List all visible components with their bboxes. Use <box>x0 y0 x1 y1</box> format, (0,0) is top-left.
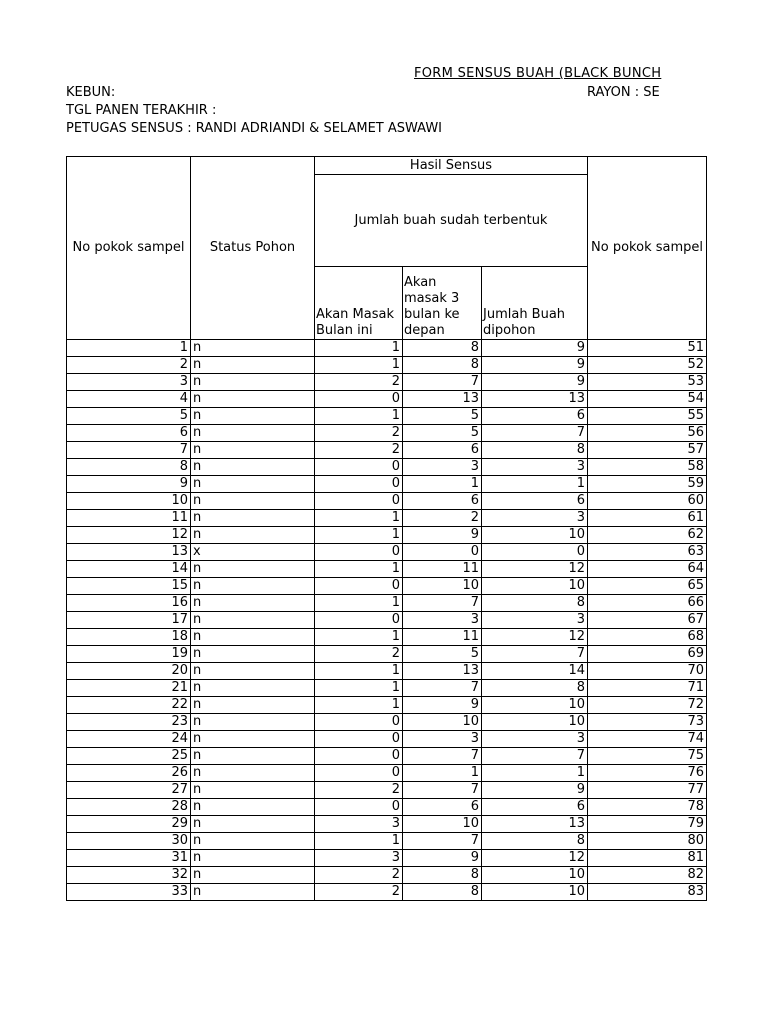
cell-status-pohon: n <box>191 391 315 408</box>
cell-akan-masak-3-bulan: 13 <box>403 663 482 680</box>
cell-status-pohon: n <box>191 442 315 459</box>
cell-akan-masak-bulan-ini: 3 <box>315 850 403 867</box>
cell-no-pokok-2: 71 <box>588 680 707 697</box>
table-row <box>67 578 707 595</box>
table-row <box>67 476 707 493</box>
cell-no-pokok-2: 61 <box>588 510 707 527</box>
cell-no-pokok-2: 76 <box>588 765 707 782</box>
cell-jumlah-buah: 3 <box>482 510 588 527</box>
cell-no-pokok: 28 <box>67 799 191 816</box>
cell-no-pokok-2: 78 <box>588 799 707 816</box>
cell-no-pokok: 3 <box>67 374 191 391</box>
cell-akan-masak-3-bulan: 2 <box>403 510 482 527</box>
table-row <box>67 544 707 561</box>
cell-no-pokok: 22 <box>67 697 191 714</box>
cell-akan-masak-bulan-ini: 2 <box>315 884 403 901</box>
table-row <box>67 561 707 578</box>
cell-akan-masak-bulan-ini: 1 <box>315 561 403 578</box>
cell-jumlah-buah: 9 <box>482 357 588 374</box>
cell-no-pokok: 27 <box>67 782 191 799</box>
cell-no-pokok: 33 <box>67 884 191 901</box>
cell-akan-masak-3-bulan: 0 <box>403 544 482 561</box>
cell-akan-masak-3-bulan: 6 <box>403 493 482 510</box>
table-row <box>67 867 707 884</box>
cell-jumlah-buah: 8 <box>482 442 588 459</box>
cell-akan-masak-bulan-ini: 0 <box>315 765 403 782</box>
cell-akan-masak-3-bulan: 11 <box>403 629 482 646</box>
cell-no-pokok-2: 64 <box>588 561 707 578</box>
cell-akan-masak-bulan-ini: 1 <box>315 663 403 680</box>
cell-akan-masak-3-bulan: 5 <box>403 408 482 425</box>
cell-no-pokok: 9 <box>67 476 191 493</box>
table-row <box>67 527 707 544</box>
cell-status-pohon: n <box>191 527 315 544</box>
cell-jumlah-buah: 8 <box>482 833 588 850</box>
cell-akan-masak-3-bulan: 3 <box>403 459 482 476</box>
cell-akan-masak-3-bulan: 5 <box>403 425 482 442</box>
cell-no-pokok-2: 70 <box>588 663 707 680</box>
cell-akan-masak-bulan-ini: 0 <box>315 459 403 476</box>
cell-no-pokok-2: 73 <box>588 714 707 731</box>
cell-akan-masak-3-bulan: 7 <box>403 680 482 697</box>
table-row <box>67 748 707 765</box>
cell-status-pohon: n <box>191 646 315 663</box>
cell-no-pokok: 29 <box>67 816 191 833</box>
cell-no-pokok: 30 <box>67 833 191 850</box>
cell-no-pokok-2: 82 <box>588 867 707 884</box>
cell-akan-masak-3-bulan: 6 <box>403 799 482 816</box>
cell-no-pokok: 2 <box>67 357 191 374</box>
table-row <box>67 884 707 901</box>
cell-jumlah-buah: 7 <box>482 748 588 765</box>
cell-no-pokok: 13 <box>67 544 191 561</box>
cell-status-pohon: n <box>191 510 315 527</box>
cell-jumlah-buah: 6 <box>482 799 588 816</box>
cell-no-pokok: 23 <box>67 714 191 731</box>
cell-no-pokok: 14 <box>67 561 191 578</box>
header-status-pohon: Status Pohon <box>191 157 315 340</box>
cell-akan-masak-3-bulan: 1 <box>403 476 482 493</box>
cell-akan-masak-3-bulan: 10 <box>403 578 482 595</box>
cell-no-pokok-2: 77 <box>588 782 707 799</box>
cell-no-pokok-2: 72 <box>588 697 707 714</box>
cell-jumlah-buah: 3 <box>482 459 588 476</box>
header-jumlah-buah-dipohon: Jumlah Buah dipohon <box>482 267 588 340</box>
cell-status-pohon: n <box>191 408 315 425</box>
cell-akan-masak-bulan-ini: 0 <box>315 731 403 748</box>
cell-status-pohon: n <box>191 714 315 731</box>
cell-status-pohon: n <box>191 833 315 850</box>
cell-status-pohon: n <box>191 595 315 612</box>
cell-akan-masak-3-bulan: 3 <box>403 612 482 629</box>
table-row <box>67 765 707 782</box>
table-row <box>67 697 707 714</box>
cell-akan-masak-3-bulan: 8 <box>403 867 482 884</box>
cell-no-pokok-2: 62 <box>588 527 707 544</box>
cell-no-pokok: 19 <box>67 646 191 663</box>
form-title: FORM SENSUS BUAH (BLACK BUNCH <box>414 66 662 81</box>
cell-akan-masak-bulan-ini: 1 <box>315 595 403 612</box>
cell-jumlah-buah: 7 <box>482 646 588 663</box>
cell-akan-masak-3-bulan: 3 <box>403 731 482 748</box>
cell-akan-masak-bulan-ini: 0 <box>315 714 403 731</box>
table-row <box>67 425 707 442</box>
cell-jumlah-buah: 12 <box>482 850 588 867</box>
cell-jumlah-buah: 3 <box>482 612 588 629</box>
cell-status-pohon: n <box>191 340 315 357</box>
cell-no-pokok-2: 79 <box>588 816 707 833</box>
cell-akan-masak-3-bulan: 10 <box>403 714 482 731</box>
header-akan-masak-bulan-ini: Akan Masak Bulan ini <box>315 267 403 340</box>
cell-akan-masak-bulan-ini: 0 <box>315 391 403 408</box>
cell-status-pohon: n <box>191 697 315 714</box>
cell-jumlah-buah: 0 <box>482 544 588 561</box>
cell-status-pohon: n <box>191 748 315 765</box>
cell-status-pohon: x <box>191 544 315 561</box>
table-row <box>67 391 707 408</box>
census-table <box>66 156 707 901</box>
table-row <box>67 850 707 867</box>
cell-status-pohon: n <box>191 459 315 476</box>
cell-no-pokok: 8 <box>67 459 191 476</box>
cell-no-pokok: 17 <box>67 612 191 629</box>
cell-no-pokok-2: 58 <box>588 459 707 476</box>
cell-jumlah-buah: 8 <box>482 680 588 697</box>
cell-no-pokok: 6 <box>67 425 191 442</box>
cell-akan-masak-bulan-ini: 1 <box>315 408 403 425</box>
cell-no-pokok: 20 <box>67 663 191 680</box>
table-row <box>67 782 707 799</box>
cell-no-pokok-2: 81 <box>588 850 707 867</box>
cell-no-pokok: 10 <box>67 493 191 510</box>
cell-akan-masak-bulan-ini: 2 <box>315 425 403 442</box>
cell-status-pohon: n <box>191 357 315 374</box>
cell-no-pokok-2: 54 <box>588 391 707 408</box>
cell-status-pohon: n <box>191 493 315 510</box>
cell-akan-masak-3-bulan: 6 <box>403 442 482 459</box>
cell-no-pokok: 11 <box>67 510 191 527</box>
cell-status-pohon: n <box>191 850 315 867</box>
census-table-viewport <box>66 156 705 946</box>
cell-jumlah-buah: 10 <box>482 697 588 714</box>
rayon-label: RAYON : SE <box>587 85 660 100</box>
cell-no-pokok-2: 51 <box>588 340 707 357</box>
cell-akan-masak-3-bulan: 7 <box>403 748 482 765</box>
cell-status-pohon: n <box>191 799 315 816</box>
table-row <box>67 357 707 374</box>
cell-no-pokok: 15 <box>67 578 191 595</box>
cell-akan-masak-bulan-ini: 1 <box>315 680 403 697</box>
cell-akan-masak-bulan-ini: 0 <box>315 612 403 629</box>
cell-akan-masak-3-bulan: 10 <box>403 816 482 833</box>
cell-akan-masak-3-bulan: 9 <box>403 850 482 867</box>
cell-no-pokok: 18 <box>67 629 191 646</box>
cell-jumlah-buah: 13 <box>482 816 588 833</box>
tgl-panen-label: TGL PANEN TERAKHIR : <box>66 103 217 118</box>
cell-status-pohon: n <box>191 561 315 578</box>
cell-no-pokok: 7 <box>67 442 191 459</box>
cell-akan-masak-3-bulan: 11 <box>403 561 482 578</box>
cell-no-pokok-2: 53 <box>588 374 707 391</box>
cell-no-pokok-2: 68 <box>588 629 707 646</box>
cell-status-pohon: n <box>191 731 315 748</box>
cell-akan-masak-bulan-ini: 1 <box>315 833 403 850</box>
cell-jumlah-buah: 1 <box>482 476 588 493</box>
cell-jumlah-buah: 12 <box>482 561 588 578</box>
table-row <box>67 612 707 629</box>
cell-jumlah-buah: 9 <box>482 340 588 357</box>
cell-jumlah-buah: 8 <box>482 595 588 612</box>
table-row <box>67 833 707 850</box>
cell-akan-masak-bulan-ini: 2 <box>315 374 403 391</box>
cell-akan-masak-bulan-ini: 1 <box>315 629 403 646</box>
table-row <box>67 510 707 527</box>
cell-jumlah-buah: 13 <box>482 391 588 408</box>
cell-no-pokok-2: 69 <box>588 646 707 663</box>
cell-no-pokok: 16 <box>67 595 191 612</box>
cell-no-pokok-2: 59 <box>588 476 707 493</box>
cell-jumlah-buah: 9 <box>482 782 588 799</box>
cell-akan-masak-bulan-ini: 3 <box>315 816 403 833</box>
table-row <box>67 646 707 663</box>
cell-no-pokok-2: 66 <box>588 595 707 612</box>
header-akan-masak-3-bulan: Akan masak 3 bulan ke depan <box>403 267 482 340</box>
cell-akan-masak-bulan-ini: 1 <box>315 510 403 527</box>
cell-akan-masak-bulan-ini: 0 <box>315 476 403 493</box>
header-hasil-sensus: Hasil Sensus <box>315 157 588 175</box>
cell-akan-masak-bulan-ini: 0 <box>315 748 403 765</box>
cell-no-pokok: 31 <box>67 850 191 867</box>
cell-akan-masak-bulan-ini: 0 <box>315 578 403 595</box>
cell-no-pokok-2: 63 <box>588 544 707 561</box>
kebun-label: KEBUN: <box>66 85 116 100</box>
cell-jumlah-buah: 1 <box>482 765 588 782</box>
cell-akan-masak-bulan-ini: 2 <box>315 782 403 799</box>
cell-no-pokok: 24 <box>67 731 191 748</box>
table-row <box>67 680 707 697</box>
cell-akan-masak-bulan-ini: 0 <box>315 493 403 510</box>
cell-akan-masak-bulan-ini: 2 <box>315 442 403 459</box>
cell-jumlah-buah: 10 <box>482 714 588 731</box>
cell-no-pokok-2: 83 <box>588 884 707 901</box>
cell-akan-masak-3-bulan: 8 <box>403 884 482 901</box>
cell-no-pokok-2: 55 <box>588 408 707 425</box>
cell-akan-masak-3-bulan: 1 <box>403 765 482 782</box>
cell-akan-masak-bulan-ini: 2 <box>315 867 403 884</box>
cell-akan-masak-3-bulan: 7 <box>403 595 482 612</box>
cell-akan-masak-3-bulan: 9 <box>403 697 482 714</box>
cell-status-pohon: n <box>191 578 315 595</box>
cell-jumlah-buah: 10 <box>482 578 588 595</box>
cell-no-pokok-2: 75 <box>588 748 707 765</box>
cell-no-pokok: 12 <box>67 527 191 544</box>
table-row <box>67 663 707 680</box>
cell-status-pohon: n <box>191 782 315 799</box>
cell-no-pokok: 25 <box>67 748 191 765</box>
table-row <box>67 374 707 391</box>
cell-akan-masak-bulan-ini: 1 <box>315 340 403 357</box>
cell-status-pohon: n <box>191 680 315 697</box>
cell-status-pohon: n <box>191 612 315 629</box>
cell-akan-masak-3-bulan: 7 <box>403 374 482 391</box>
cell-no-pokok: 21 <box>67 680 191 697</box>
table-row <box>67 340 707 357</box>
table-row <box>67 731 707 748</box>
cell-status-pohon: n <box>191 765 315 782</box>
cell-akan-masak-bulan-ini: 0 <box>315 544 403 561</box>
cell-jumlah-buah: 10 <box>482 867 588 884</box>
header-no-pokok: No pokok sampel <box>67 157 191 340</box>
cell-akan-masak-bulan-ini: 0 <box>315 799 403 816</box>
cell-no-pokok: 26 <box>67 765 191 782</box>
cell-akan-masak-3-bulan: 8 <box>403 340 482 357</box>
cell-status-pohon: n <box>191 663 315 680</box>
cell-status-pohon: n <box>191 374 315 391</box>
cell-no-pokok-2: 65 <box>588 578 707 595</box>
header-no-pokok-2: No pokok sampel <box>588 157 707 340</box>
cell-no-pokok-2: 56 <box>588 425 707 442</box>
cell-jumlah-buah: 9 <box>482 374 588 391</box>
cell-no-pokok-2: 67 <box>588 612 707 629</box>
cell-no-pokok: 4 <box>67 391 191 408</box>
cell-no-pokok-2: 74 <box>588 731 707 748</box>
header-jumlah-terbentuk: Jumlah buah sudah terbentuk <box>315 175 588 267</box>
cell-akan-masak-3-bulan: 13 <box>403 391 482 408</box>
cell-akan-masak-3-bulan: 7 <box>403 833 482 850</box>
table-row <box>67 408 707 425</box>
petugas-label: PETUGAS SENSUS : RANDI ADRIANDI & SELAMET ASWAWI <box>66 121 443 136</box>
table-row <box>67 629 707 646</box>
table-row <box>67 816 707 833</box>
cell-jumlah-buah: 10 <box>482 527 588 544</box>
cell-no-pokok: 32 <box>67 867 191 884</box>
cell-jumlah-buah: 6 <box>482 493 588 510</box>
cell-akan-masak-bulan-ini: 1 <box>315 527 403 544</box>
cell-status-pohon: n <box>191 425 315 442</box>
cell-akan-masak-bulan-ini: 1 <box>315 357 403 374</box>
cell-status-pohon: n <box>191 867 315 884</box>
cell-akan-masak-3-bulan: 9 <box>403 527 482 544</box>
cell-jumlah-buah: 10 <box>482 884 588 901</box>
cell-akan-masak-3-bulan: 7 <box>403 782 482 799</box>
table-row <box>67 459 707 476</box>
cell-no-pokok-2: 52 <box>588 357 707 374</box>
table-row <box>67 799 707 816</box>
cell-status-pohon: n <box>191 476 315 493</box>
cell-no-pokok: 1 <box>67 340 191 357</box>
table-row <box>67 493 707 510</box>
cell-akan-masak-3-bulan: 5 <box>403 646 482 663</box>
cell-no-pokok-2: 60 <box>588 493 707 510</box>
cell-jumlah-buah: 7 <box>482 425 588 442</box>
cell-akan-masak-3-bulan: 8 <box>403 357 482 374</box>
cell-jumlah-buah: 3 <box>482 731 588 748</box>
cell-status-pohon: n <box>191 816 315 833</box>
table-row <box>67 714 707 731</box>
table-row <box>67 442 707 459</box>
cell-no-pokok-2: 57 <box>588 442 707 459</box>
cell-status-pohon: n <box>191 884 315 901</box>
cell-akan-masak-bulan-ini: 2 <box>315 646 403 663</box>
cell-no-pokok: 5 <box>67 408 191 425</box>
cell-jumlah-buah: 12 <box>482 629 588 646</box>
table-row <box>67 595 707 612</box>
cell-status-pohon: n <box>191 629 315 646</box>
cell-jumlah-buah: 6 <box>482 408 588 425</box>
cell-jumlah-buah: 14 <box>482 663 588 680</box>
cell-akan-masak-bulan-ini: 1 <box>315 697 403 714</box>
cell-no-pokok-2: 80 <box>588 833 707 850</box>
